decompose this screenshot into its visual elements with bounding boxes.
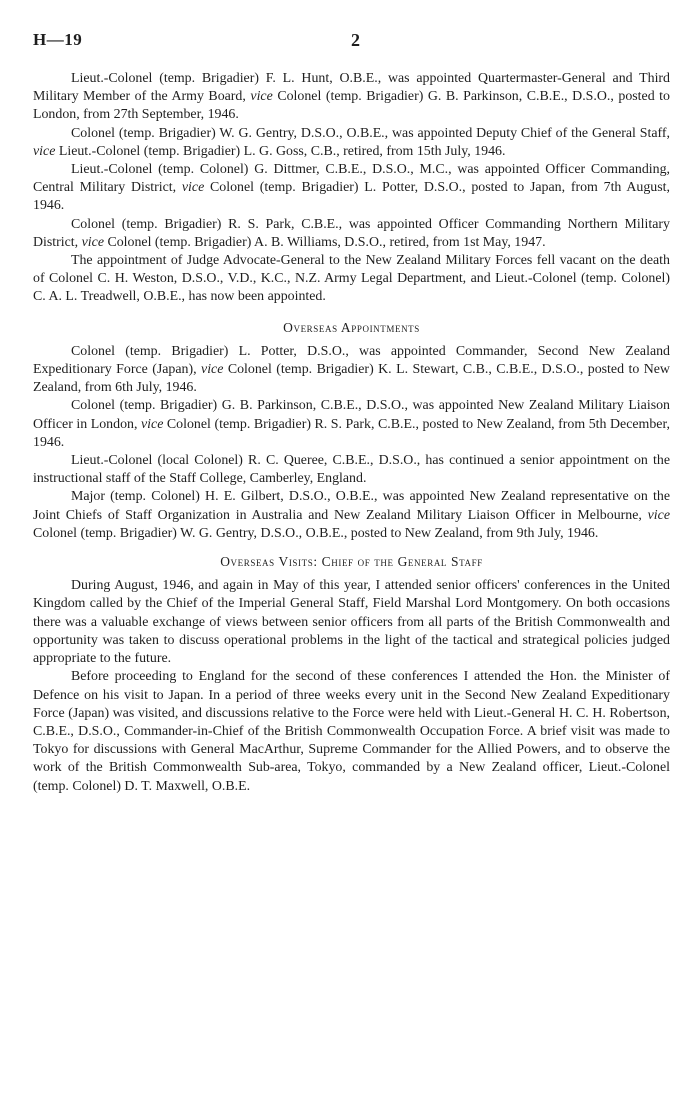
paragraph: Colonel (temp. Brigadier) L. Potter, D.S.O., was appointed Commander, Second New Zealand Expeditionary Force (Japan), vice Colonel (temp. Brigadier) K. L. Stewart, C.B., C.B.E., D.S.O., posted to New Zealand, from 6th July, 1946.: [33, 343, 670, 396]
paragraph: Before proceeding to England for the second of these conferences I attended the Hon. the Minister of Defence on his visit to Japan. In a period of three weeks every unit in the Second New Zealand Expeditionary Force (Japan) was visited, and discussions relative to the Force were held with Lieut.-General H. C. H. Robertson, C.B.E., D.S.O., Commander-in-Chief of the British Commonwealth Occupation Force. A brief visit was made to Tokyo for discussions with General MacArthur, Supreme Commander for the Allied Powers, and to observe the work of the British Commonwealth Sub-area, Tokyo, commanded by a New Zealand officer, Lieut.-Colonel (temp. Colonel) D. T. Maxwell, O.B.E.: [33, 669, 670, 794]
document-code: H—19: [33, 30, 83, 49]
paragraph: Major (temp. Colonel) H. E. Gilbert, D.S.O., O.B.E., was appointed New Zealand representative on the Joint Chiefs of Staff Organization in Australia and New Zealand Military Liaison Officer in Melbourne, vice Colonel (temp. Brigadier) W. G. Gentry, D.S.O., O.B.E., posted to New Zealand, from 9th July, 1946.: [33, 489, 670, 541]
paragraph: Lieut.-Colonel (temp. Colonel) G. Dittmer, C.B.E., D.S.O., M.C., was appointed Officer Commanding, Central Military District, vice Colonel (temp. Brigadier) L. Potter, D.S.O., posted to Japan, from 7th August, 1946.: [33, 162, 670, 214]
paragraph: Lieut.-Colonel (local Colonel) R. C. Queree, C.B.E., D.S.O., has continued a senior appointment on the instructional staff of the Staff College, Camberley, England.: [33, 453, 670, 487]
paragraph: Colonel (temp. Brigadier) R. S. Park, C.B.E., was appointed Officer Commanding Northern Military District, vice Colonel (temp. Brigadier) A. B. Williams, D.S.O., retired, from 1st May, 1947.: [33, 216, 670, 250]
paragraph: Colonel (temp. Brigadier) W. G. Gentry, D.S.O., O.B.E., was appointed Deputy Chief of the General Staff, vice Lieut.-Colonel (temp. Brigadier) L. G. Goss, C.B., retired, from 15th July, 1946.: [33, 125, 670, 159]
document-body: [33, 70, 670, 796]
page-header: [33, 30, 667, 54]
paragraph: Colonel (temp. Brigadier) G. B. Parkinson, C.B.E., D.S.O., was appointed New Zealand Military Liaison Officer in London, vice Colonel (temp. Brigadier) R. S. Park, C.B.E., posted to New Zealand, from 5th December, 1946.: [33, 398, 670, 450]
paragraph: During August, 1946, and again in May of this year, I attended senior officers' conferences in the United Kingdom called by the Chief of the Imperial General Staff, Field Marshal Lord Montgomery. On both occasions there was a valuable exchange of views between senior officers from all parts of the British Commonwealth and opportunity was taken to discuss operational problems in the light of the tactical and strategical policies judged appropriate to the future.: [33, 578, 670, 667]
page-number: 2: [351, 30, 360, 50]
section-heading-overseas-visits: Overseas Visits: Chief of the General Staff: [220, 554, 483, 570]
paragraph: Lieut.-Colonel (temp. Brigadier) F. L. Hunt, O.B.E., was appointed Quartermaster-General and Third Military Member of the Army Board, vice Colonel (temp. Brigadier) G. B. Parkinson, C.B.E., D.S.O., posted to London, from 27th September, 1946.: [33, 71, 670, 123]
paragraph: The appointment of Judge Advocate-General to the New Zealand Military Forces fell vacant on the death of Colonel C. H. Weston, D.S.O., V.D., K.C., N.Z. Army Legal Department, and Lieut.-Colonel (temp. Colonel) C. A. L. Treadwell, O.B.E., has now been appointed.: [33, 253, 670, 305]
section-heading-overseas-appointments: Overseas Appointments: [283, 319, 420, 335]
